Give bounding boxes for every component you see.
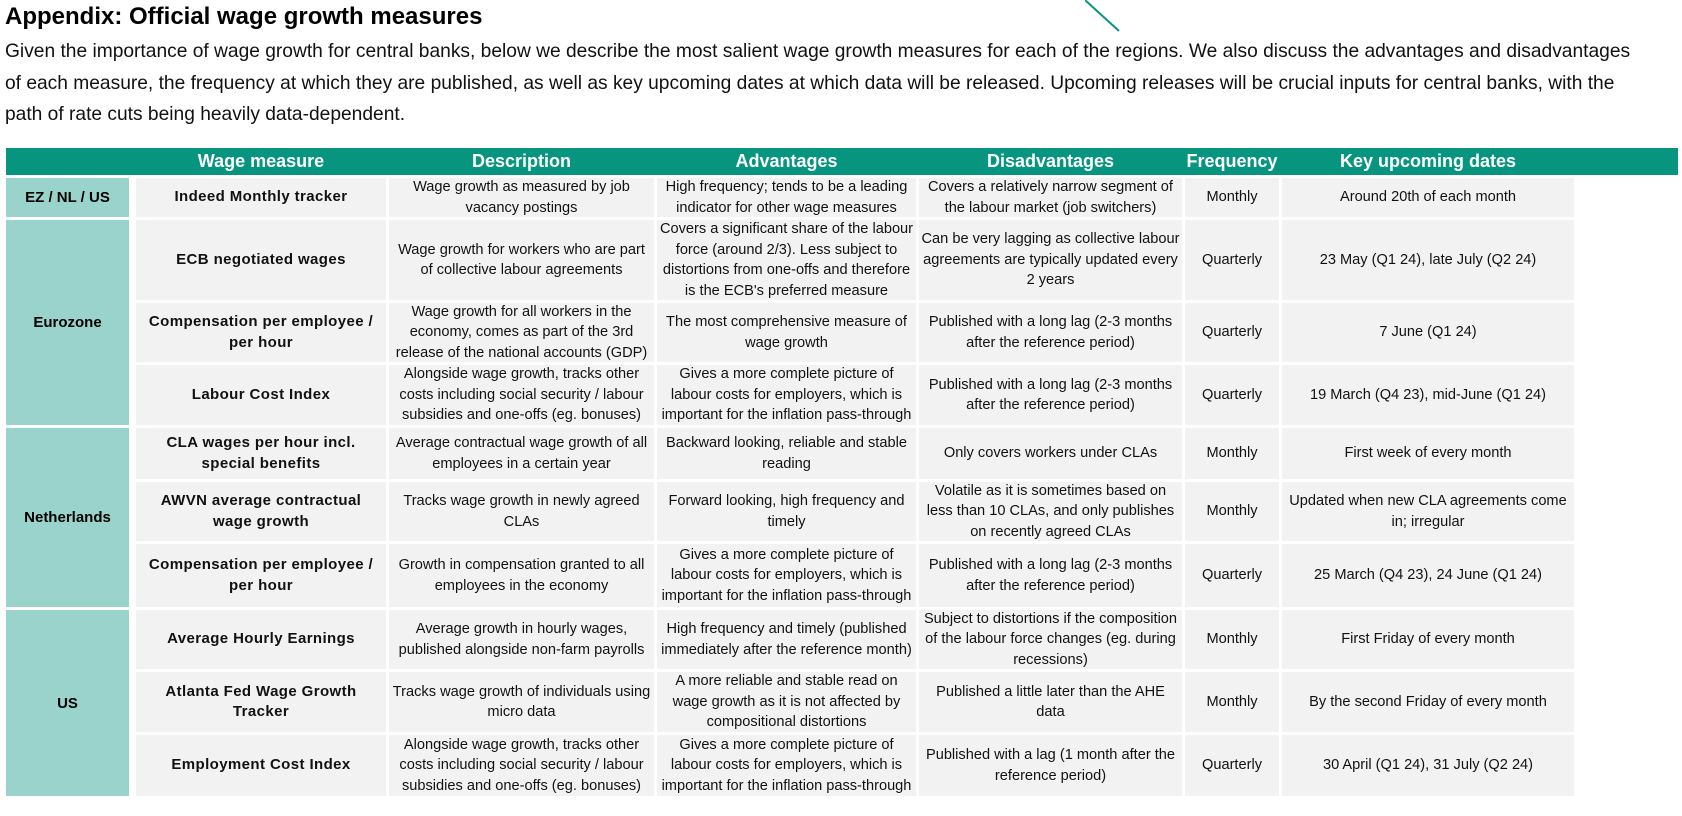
cell-key-dates: 19 March (Q4 23), mid-June (Q1 24): [1282, 365, 1574, 425]
header-wage-measure: Wage measure: [197, 151, 325, 171]
cell-wage-measure: Compensation per employee / per hour: [136, 544, 386, 607]
decorative-line: [1085, 0, 1155, 34]
cell-disadvantages: Published with a long lag (2-3 months after the reference period): [919, 544, 1182, 607]
cell-key-dates: 25 March (Q4 23), 24 June (Q1 24): [1282, 544, 1574, 607]
cell-key-dates: First Friday of every month: [1282, 610, 1574, 669]
wage-measures-table: [6, 148, 1678, 806]
cell-advantages: Forward looking, high frequency and timely: [657, 482, 916, 541]
header-description: Description: [471, 151, 572, 171]
cell-advantages: Gives a more complete picture of labour costs for employers, which is important for the inflation pass-through: [657, 544, 916, 607]
cell-description: Wage growth for workers who are part of collective labour agreements: [389, 220, 654, 300]
page-title: Appendix: Official wage growth measures: [5, 3, 483, 30]
cell-description: Alongside wage growth, tracks other costs including social security / labour subsidies and one-offs (eg. bonuses): [389, 365, 654, 425]
cell-description: Growth in compensation granted to all employees in the economy: [389, 544, 654, 607]
cell-wage-measure: Labour Cost Index: [136, 365, 386, 425]
cell-key-dates: Updated when new CLA agreements come in; irregular: [1282, 482, 1574, 541]
cell-description: Average contractual wage growth of all employees in a certain year: [389, 428, 654, 479]
cell-advantages: Covers a significant share of the labour force (around 2/3). Less subject to distortions from one-offs and therefore is the ECB's preferred measure: [657, 220, 916, 300]
cell-wage-measure: Indeed Monthly tracker: [136, 178, 386, 217]
cell-frequency: Quarterly: [1185, 303, 1279, 362]
cell-frequency: Quarterly: [1185, 220, 1279, 300]
cell-frequency: Monthly: [1185, 672, 1279, 732]
cell-advantages: Gives a more complete picture of labour costs for employers, which is important for the inflation pass-through: [657, 735, 916, 796]
cell-wage-measure: Atlanta Fed Wage Growth Tracker: [136, 672, 386, 732]
cell-key-dates: 7 June (Q1 24): [1282, 303, 1574, 362]
cell-wage-measure: Employment Cost Index: [136, 735, 386, 796]
cell-disadvantages: Covers a relatively narrow segment of the labour market (job switchers): [919, 178, 1182, 217]
cell-disadvantages: Can be very lagging as collective labour agreements are typically updated every 2 years: [919, 220, 1182, 300]
cell-frequency: Quarterly: [1185, 544, 1279, 607]
cell-frequency: Monthly: [1185, 178, 1279, 217]
cell-wage-measure: CLA wages per hour incl. special benefits: [136, 428, 386, 479]
header-frequency: Frequency: [1186, 151, 1278, 171]
cell-disadvantages: Published with a long lag (2-3 months after the reference period): [919, 303, 1182, 362]
region-label-us: US: [6, 610, 129, 796]
region-label-eurozone: Eurozone: [6, 220, 129, 425]
cell-frequency: Quarterly: [1185, 735, 1279, 796]
region-label-ez-nl-us: EZ / NL / US: [6, 178, 129, 217]
cell-wage-measure: Compensation per employee / per hour: [136, 303, 386, 362]
cell-frequency: Monthly: [1185, 482, 1279, 541]
cell-description: Wage growth for all workers in the economy, comes as part of the 3rd release of the national accounts (GDP): [389, 303, 654, 362]
cell-key-dates: By the second Friday of every month: [1282, 672, 1574, 732]
cell-frequency: Monthly: [1185, 428, 1279, 479]
cell-disadvantages: Published with a long lag (2-3 months after the reference period): [919, 365, 1182, 425]
cell-advantages: High frequency and timely (published immediately after the reference month): [657, 610, 916, 669]
cell-description: Wage growth as measured by job vacancy postings: [389, 178, 654, 217]
cell-description: Tracks wage growth of individuals using micro data: [389, 672, 654, 732]
table-header-row: [6, 148, 1678, 175]
cell-disadvantages: Published with a lag (1 month after the reference period): [919, 735, 1182, 796]
region-label-netherlands: Netherlands: [6, 428, 129, 607]
cell-advantages: Backward looking, reliable and stable reading: [657, 428, 916, 479]
intro-paragraph: Given the importance of wage growth for central banks, below we describe the most salient wage growth measures for each of the regions. We also discuss the advantages and disadvantages of each measure, the frequency at which they are published, as well as key upcoming dates at which data will be released. Upcoming releases will be crucial inputs for central banks, with the path of rate cuts being heavily data-dependent.: [5, 41, 1631, 125]
cell-advantages: Gives a more complete picture of labour costs for employers, which is important for the inflation pass-through: [657, 365, 916, 425]
cell-key-dates: 30 April (Q1 24), 31 July (Q2 24): [1282, 735, 1574, 796]
cell-disadvantages: Published a little later than the AHE data: [919, 672, 1182, 732]
cell-frequency: Quarterly: [1185, 365, 1279, 425]
header-key-dates: Key upcoming dates: [1339, 151, 1517, 171]
cell-key-dates: Around 20th of each month: [1282, 178, 1574, 217]
header-advantages: Advantages: [735, 151, 838, 171]
cell-key-dates: First week of every month: [1282, 428, 1574, 479]
cell-advantages: The most comprehensive measure of wage growth: [657, 303, 916, 362]
cell-key-dates: 23 May (Q1 24), late July (Q2 24): [1282, 220, 1574, 300]
cell-description: Alongside wage growth, tracks other costs including social security / labour subsidies and one-offs (eg. bonuses): [389, 735, 654, 796]
cell-frequency: Monthly: [1185, 610, 1279, 669]
cell-advantages: High frequency; tends to be a leading indicator for other wage measures: [657, 178, 916, 217]
cell-description: Tracks wage growth in newly agreed CLAs: [389, 482, 654, 541]
header-disadvantages: Disadvantages: [986, 151, 1115, 171]
cell-disadvantages: Only covers workers under CLAs: [919, 428, 1182, 479]
cell-advantages: A more reliable and stable read on wage growth as it is not affected by compositional distortions: [657, 672, 916, 732]
cell-description: Average growth in hourly wages, published alongside non-farm payrolls: [389, 610, 654, 669]
cell-wage-measure: Average Hourly Earnings: [136, 610, 386, 669]
cell-disadvantages: Volatile as it is sometimes based on less than 10 CLAs, and only publishes on recently agreed CLAs: [919, 482, 1182, 541]
cell-disadvantages: Subject to distortions if the composition of the labour force changes (eg. during recessions): [919, 610, 1182, 669]
cell-wage-measure: AWVN average contractual wage growth: [136, 482, 386, 541]
cell-wage-measure: ECB negotiated wages: [136, 220, 386, 300]
